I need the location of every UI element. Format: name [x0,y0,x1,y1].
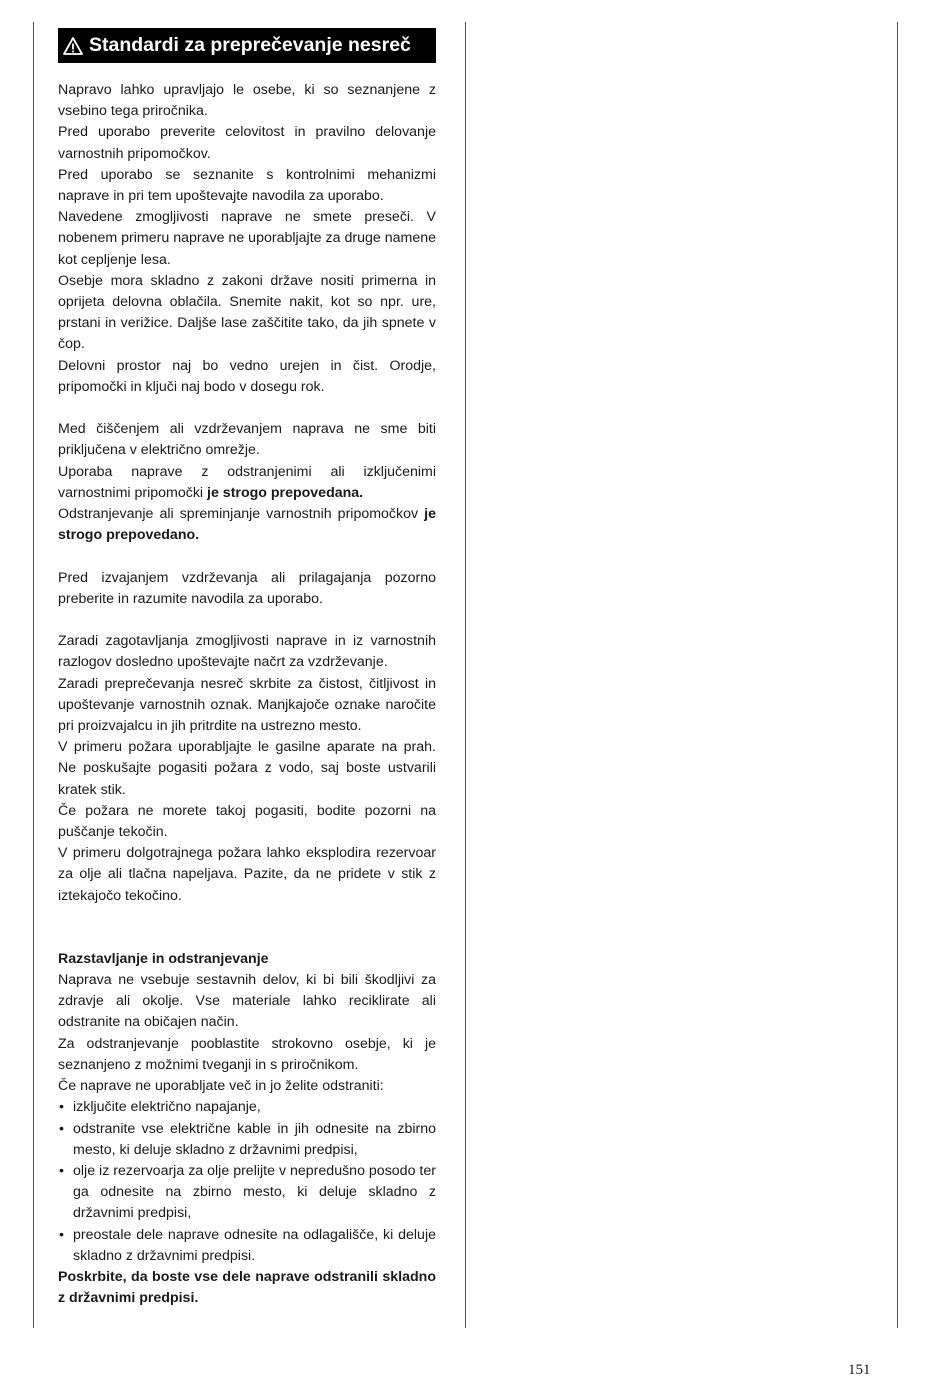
disposal-steps-list [58,1097,436,1267]
safety-paragraph: V primeru dolgotrajnega požara lahko eksplodira rezervoar za olje ali tlačna napeljava. Pazite, da ne pridete v stik z iztekajočo tekočino. [58,845,436,904]
list-item: • izključite električno napajanje, [58,1097,436,1118]
page-number: 151 [848,1362,871,1378]
section-title: Standardi za preprečevanje nesreč [89,33,411,56]
maintenance-paragraph: Med čiščenjem ali vzdrževanjem naprava ne sme biti priključena v električno omrežje. [58,421,436,459]
safety-paragraph: Pred uporabo se seznanite s kontrolnimi mehanizmi naprave in pri tem upoštevajte navodila za uporabo. [58,166,436,205]
read-instructions-paragraph: Pred izvajanjem vzdrževanja ali prilagajanja pozorno preberite in razumite navodila za uporabo. [58,569,436,607]
disposal-closing-note [58,1267,436,1309]
section-title-bar [58,28,436,63]
safety-paragraph: Pred uporabo preverite celovitost in pravilno delovanje varnostnih pripomočkov. [58,124,436,162]
safety-paragraph: Če požara ne morete takoj pogasiti, bodite pozorni na puščanje tekočin. [58,802,436,841]
safety-paragraph: Napravo lahko upravljajo le osebe, ki so seznanjene z vsebino tega priročnika. [58,82,436,120]
right-column-rule [897,22,898,1328]
list-item: • odstranite vse električne kable in jih odnesite na zbirno mesto, ki deluje skladno z državnimi predpisi, [58,1119,436,1161]
safety-paragraph: Navedene zmogljivosti naprave ne smete preseči. V nobenem primeru naprave ne uporabljajte za druge namene kot cepljenje lesa. [58,209,436,268]
disposal-paragraph: Naprava ne vsebuje sestavnih delov, ki bi bili škodljivi za zdravje ali okolje. Vse materiale lahko reciklirate ali odstranite na običajen način. [58,972,436,1031]
maintenance-paragraph [58,462,436,504]
safety-paragraph: Osebje mora skladno z zakoni države nositi primerna in oprijeta delovna oblačila. Snemite nakit, kot so npr. ure, prstani in verižice. Daljše lase zaščitite tako, da jih spnete v čop. [58,272,436,353]
maintenance-emphasis: je strogo prepovedana. [207,484,364,501]
safety-paragraph: Delovni prostor naj bo vedno urejen in čist. Orodje, pripomočki in ključi naj bodo v dosegu rok. [58,357,436,395]
list-item: • preostale dele naprave odnesite na odlagališče, ki deluje skladno z državnimi predpisi. [58,1225,436,1267]
maintenance-paragraph [58,504,436,546]
safety-paragraph: V primeru požara uporabljajte le gasilne aparate na prah. Ne poskušajte pogasiti požara z vodo, saj boste ustvarili kratek stik. [58,739,436,798]
list-item: • olje iz rezervoarja za olje prelijte v nepredušno posodo ter ga odnesite na zbirno mesto, ki deluje skladno z državnimi predpisi, [58,1161,436,1225]
disposal-paragraph: Če naprave ne uporabljate več in jo želite odstraniti: [58,1078,384,1095]
disposal-heading: Razstavljanje in odstranjevanje [58,950,269,967]
maintenance-text: Uporaba naprave z odstranjenimi ali izključenimi varnostnimi pripomočki [58,463,436,501]
warning-triangle-icon [63,36,83,56]
middle-column-rule [465,22,466,1328]
disposal-closing-emphasis: Poskrbite, da boste vse dele naprave odstranili skladno z državnimi predpisi. [58,1268,436,1307]
maintenance-emphasis: je strogo prepovedano. [58,506,436,544]
left-column-rule [33,22,34,1328]
safety-paragraph: Zaradi zagotavljanja zmogljivosti naprave in iz varnostnih razlogov dosledno upoštevajte načrt za vzdrževanje. [58,633,436,671]
left-column [58,28,436,1309]
maintenance-text: Odstranjevanje ali spreminjanje varnostnih pripomočkov [58,506,425,523]
safety-paragraph: Zaradi preprečevanja nesreč skrbite za čistost, čitljivost in upoštevanje varnostnih oznak. Manjkajoče oznake naročite pri proizvajalcu in jih pritrdite na ustrezno mesto. [58,675,436,735]
disposal-paragraph: Za odstranjevanje pooblastite strokovno osebje, ki je seznanjeno z možnimi tveganji in s priročnikom. [58,1035,436,1073]
